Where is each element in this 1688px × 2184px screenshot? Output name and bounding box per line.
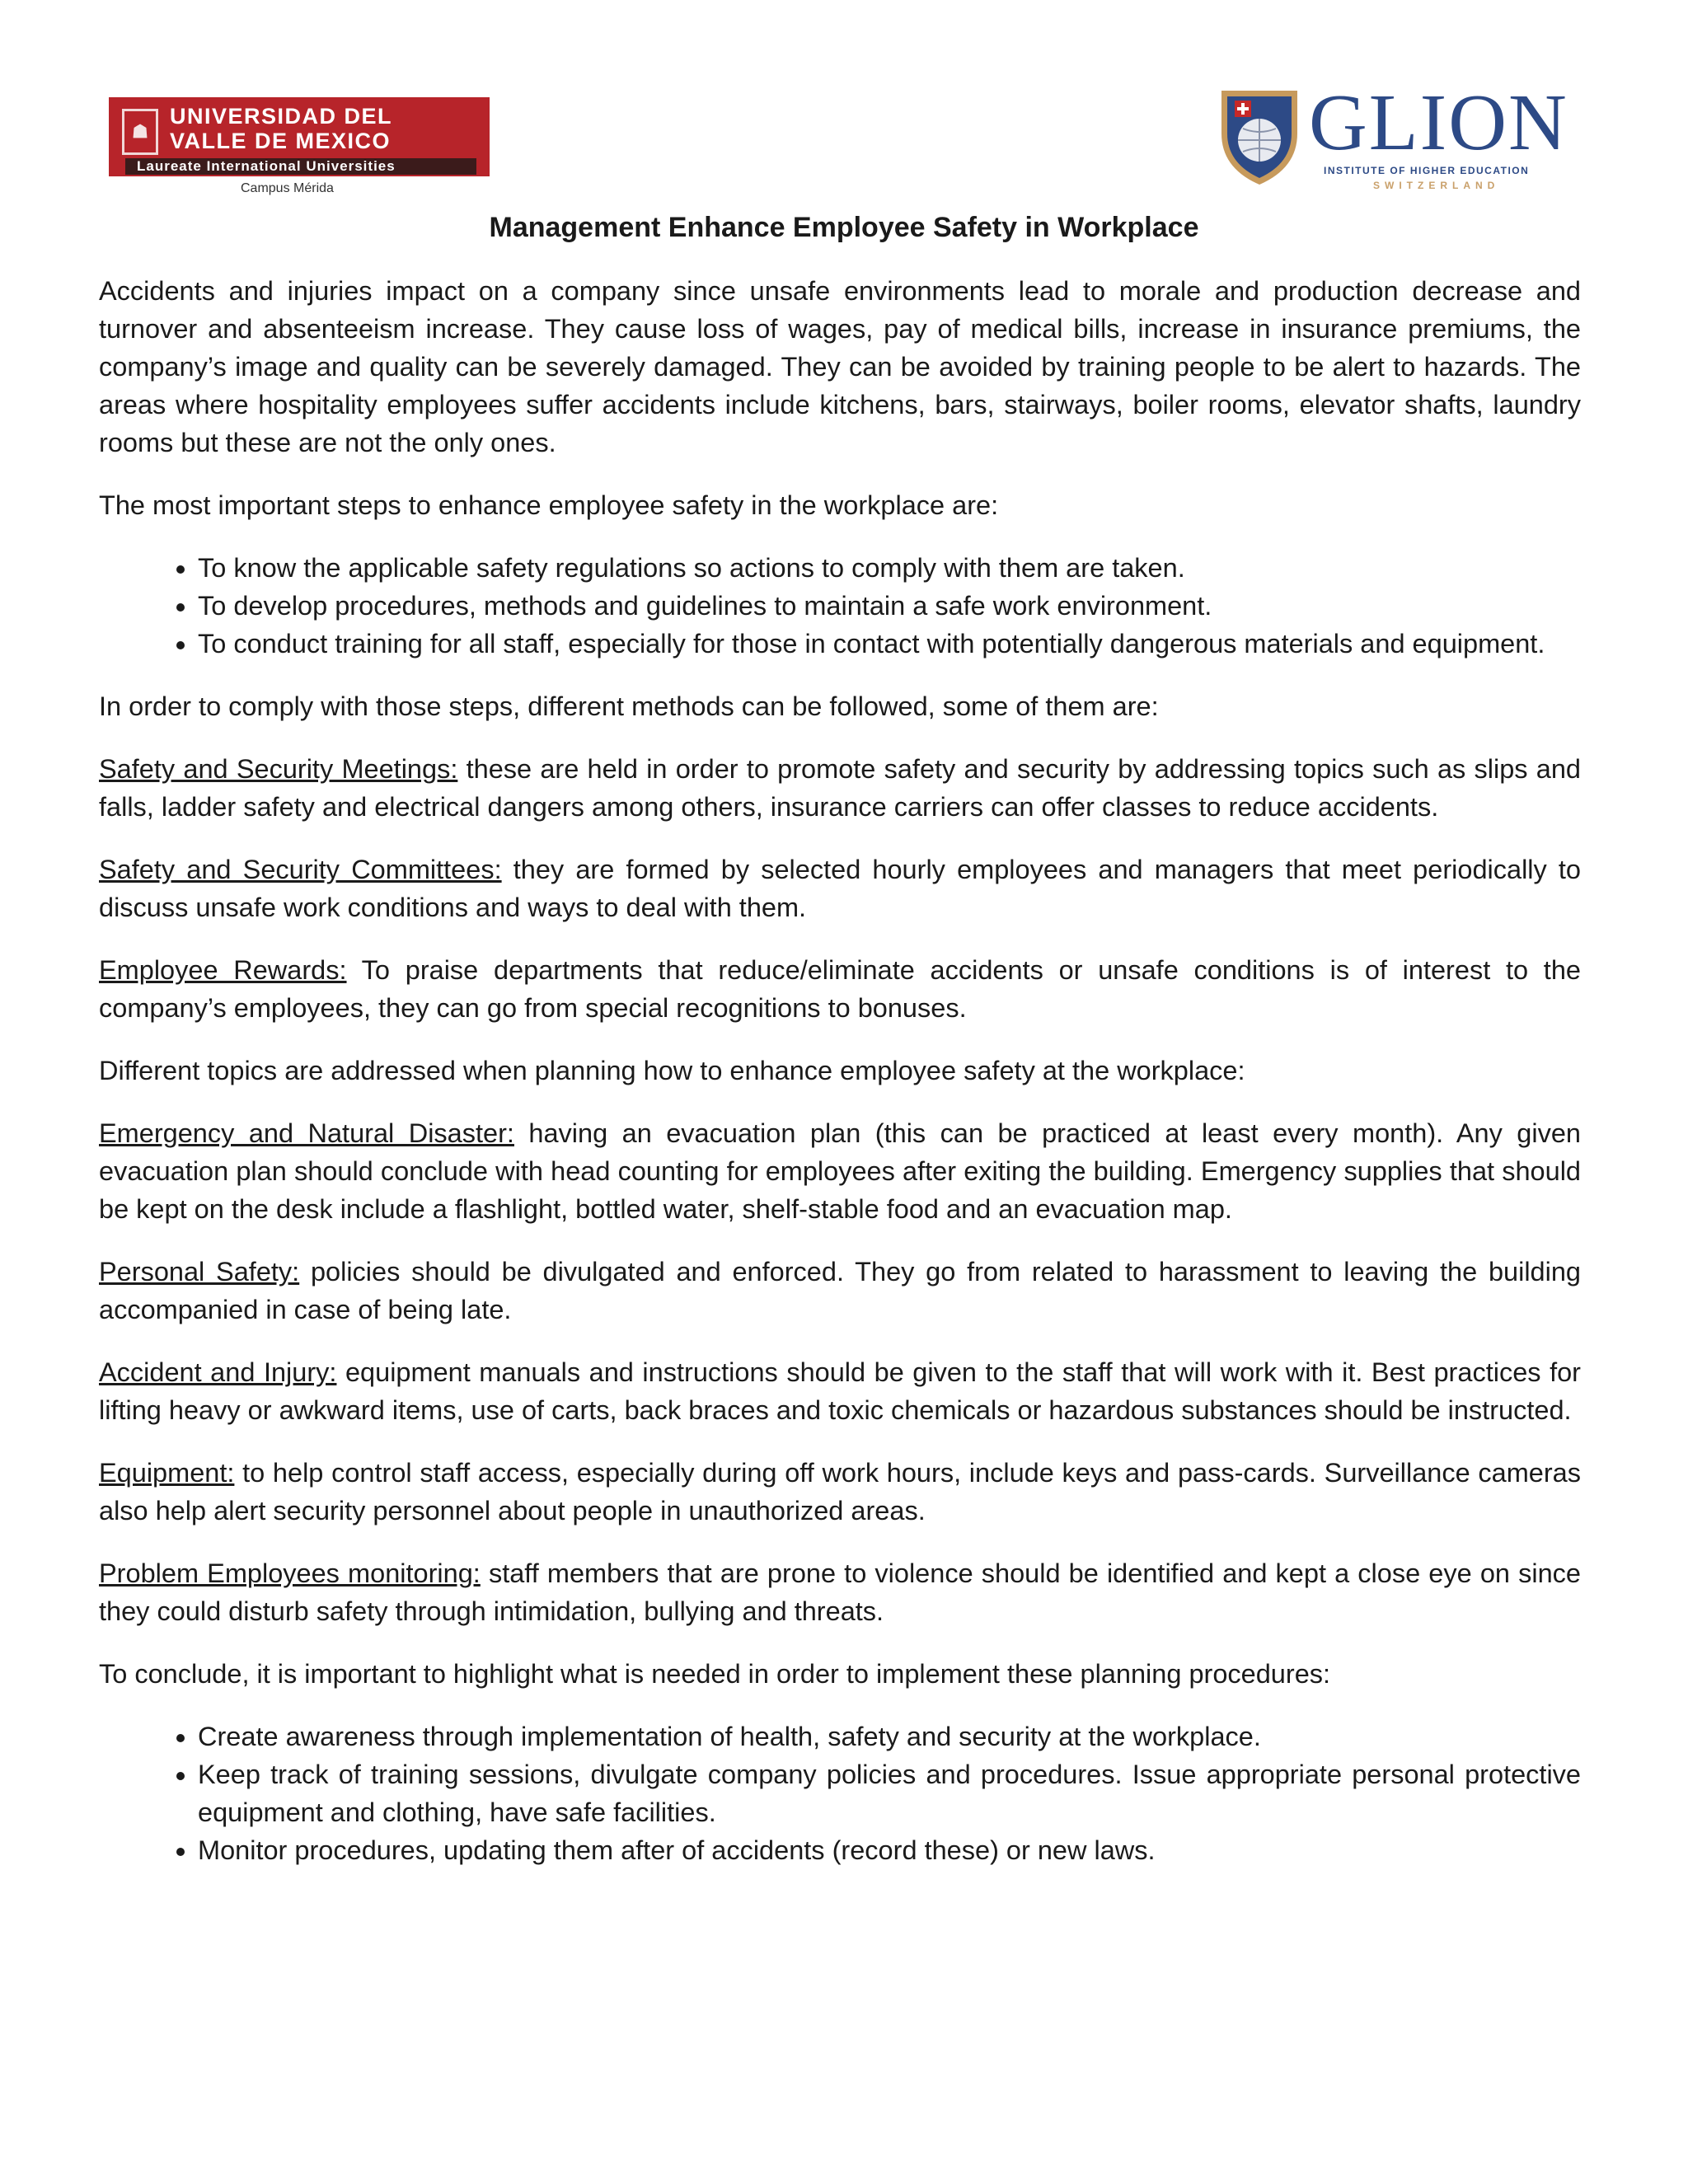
glion-country: SWITZERLAND	[1373, 180, 1500, 191]
topic-text: staff members that are prone to violence should be identified and kept a close eye on since they could disturb safety through intimidation, bullying and threats.	[99, 1558, 1581, 1626]
method-text: these are held in order to promote safety and security by addressing topics such as slips and falls, ladder safety and electrical dangers among others, insurance carriers can offer classes to reduce accidents.	[99, 754, 1581, 822]
topic-paragraph	[99, 1554, 1581, 1630]
topic-label: Problem Employees monitoring:	[99, 1558, 481, 1588]
document-body	[99, 272, 1581, 1894]
topic-paragraph	[99, 1114, 1581, 1228]
intro-paragraph: Accidents and injuries impact on a company since unsafe environments lead to morale and production decrease and turnover and absenteeism increase. They cause loss of wages, pay of medical bills, increase in insurance premiums, the company’s image and quality can be severely damaged. They can be avoided by training people to be alert to hazards. The areas where hospitality employees suffer accidents include kitchens, bars, stairways, boiler rooms, elevator shafts, laundry rooms but these are not the only ones.	[99, 276, 1581, 457]
method-text: they are formed by selected hourly employees and managers that meet periodically to discuss unsafe work conditions and ways to deal with them.	[99, 855, 1582, 922]
topic-label: Personal Safety:	[99, 1257, 300, 1286]
uvm-logo	[109, 97, 490, 203]
topic-text: to help control staff access, especially during off work hours, include keys and pass-cards. Surveillance cameras also help alert security personnel about people in unauthorized areas.	[99, 1458, 1581, 1526]
glion-shield-icon	[1217, 82, 1302, 188]
list-item: • Monitor procedures, updating them after of accidents (record these) or new laws.	[198, 1831, 1581, 1869]
steps-intro: The most important steps to enhance employee safety in the workplace are:	[99, 490, 999, 520]
topic-label: Emergency and Natural Disaster:	[99, 1118, 514, 1148]
list-item: • To develop procedures, methods and guidelines to maintain a safe work environment.	[198, 587, 1581, 625]
conclusion-list	[99, 1718, 1581, 1869]
list-item: • To know the applicable safety regulations so actions to comply with them are taken.	[198, 549, 1581, 587]
topic-text: having an evacuation plan (this can be practiced at least every month). Any given evacuation plan should conclude with head counting for employees after exiting the building. Emergency supplies that should be kept on the desk include a flashlight, bottled water, shelf-stable food and an evacuation map.	[99, 1118, 1581, 1224]
method-paragraph	[99, 750, 1581, 826]
uvm-campus-label: Campus Mérida	[241, 181, 334, 195]
topic-text: equipment manuals and instructions should be given to the staff that will work with it. Best practices for lifting heavy or awkward items, use of carts, back braces and toxic chemicals or hazardous substances should be instructed.	[99, 1357, 1581, 1425]
list-item: • Keep track of training sessions, divulgate company policies and procedures. Issue appropriate personal protective equipment and clothing, have safe facilities.	[198, 1755, 1581, 1831]
method-label: Employee Rewards:	[99, 955, 347, 985]
methods-intro: In order to comply with those steps, different methods can be followed, some of them are:	[99, 691, 1159, 721]
uvm-logo-subtitle: Laureate International Universities	[125, 158, 476, 175]
method-paragraph	[99, 851, 1581, 926]
method-paragraph	[99, 951, 1581, 1027]
method-text: To praise departments that reduce/eliminate accidents or unsafe conditions is of interest to the company’s employees, they can go from special recognitions to bonuses.	[99, 955, 1581, 1023]
topics-intro: Different topics are addressed when planning how to enhance employee safety at the workplace:	[99, 1056, 1245, 1085]
glion-subtitle: INSTITUTE OF HIGHER EDUCATION	[1324, 165, 1530, 176]
uvm-emblem-icon: ☗	[122, 109, 158, 155]
method-label: Safety and Security Meetings:	[99, 754, 458, 784]
glion-logo	[1217, 79, 1576, 196]
topic-label: Accident and Injury:	[99, 1357, 337, 1387]
topic-paragraph	[99, 1253, 1581, 1329]
topic-text: policies should be divulgated and enforced. They go from related to harassment to leaving the building accompanied in case of being late.	[99, 1257, 1581, 1324]
conclusion-intro: To conclude, it is important to highlight what is needed in order to implement these planning procedures:	[99, 1659, 1331, 1689]
steps-list	[99, 549, 1581, 663]
topic-paragraph	[99, 1353, 1581, 1429]
list-item: • To conduct training for all staff, especially for those in contact with potentially dangerous materials and equipment.	[198, 625, 1581, 663]
topic-label: Equipment:	[99, 1458, 235, 1488]
document-title: Management Enhance Employee Safety in Workplace	[489, 212, 1199, 243]
method-label: Safety and Security Committees:	[99, 855, 502, 884]
uvm-logo-line1: UNIVERSIDAD DEL	[170, 104, 393, 129]
uvm-logo-line2: VALLE DE MEXICO	[170, 129, 392, 153]
uvm-logo-banner	[109, 97, 490, 176]
topic-paragraph	[99, 1454, 1581, 1530]
list-item: • Create awareness through implementation of health, safety and security at the workplace.	[198, 1718, 1581, 1755]
glion-wordmark: GLION	[1309, 78, 1568, 167]
